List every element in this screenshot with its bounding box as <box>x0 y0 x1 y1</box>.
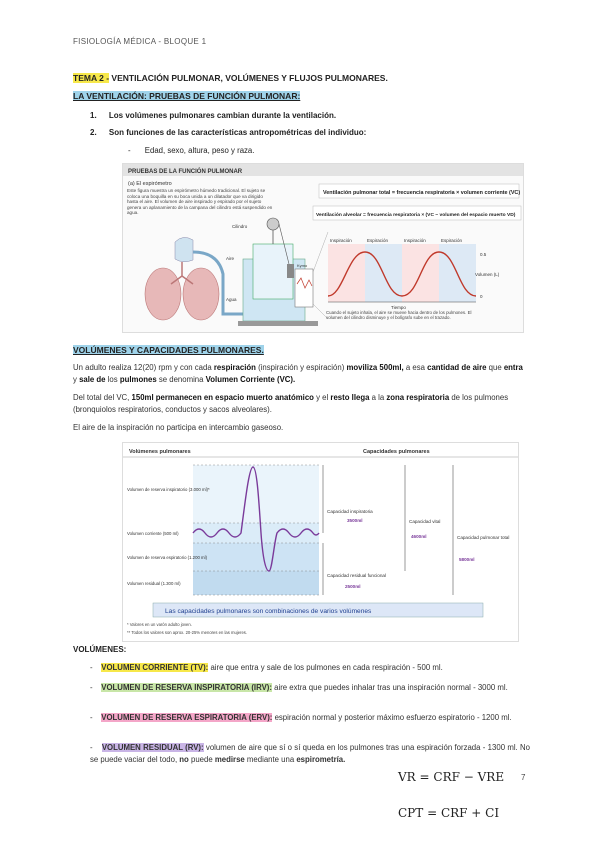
figure-caption-box <box>127 188 275 230</box>
zoom-line-top <box>313 232 328 272</box>
term-erv: VOLUMEN DE RESERVA ESPIRATORIA (ERV): <box>101 713 273 722</box>
spirometer-figure <box>122 163 524 333</box>
term-tv: VOLUMEN CORRIENTE (TV): <box>101 663 209 672</box>
list-item: - VOLUMEN DE RESERVA ESPIRATORIA (ERV): espiración normal y posterior máximo esfuerzo espiratorio - 1200 ml. <box>90 713 512 722</box>
section-volumenes-text: VOLÚMENES Y CAPACIDADES PULMONARES. <box>73 345 264 355</box>
list-item: - VOLUMEN DE RESERVA INSPIRATORIA (IRV): aire extra que puedes inhalar tras una inspiración normal - 3000 ml. <box>90 683 508 692</box>
cap-insp-val: 3500ml <box>347 518 363 523</box>
list-text: Son funciones de las características antropométricas del individuo: <box>108 128 367 137</box>
page-number: 7 <box>521 773 526 782</box>
yaxis-label: Volumen (L) <box>475 272 500 277</box>
phase-label: Inspiración <box>330 238 352 243</box>
volumenes-title: VOLÚMENES: <box>73 645 127 654</box>
page-title <box>73 73 388 83</box>
band-tv <box>193 523 319 543</box>
vol-label: Volumen corriente (500 ml) <box>127 531 179 536</box>
section-volumenes <box>73 345 264 355</box>
trachea <box>171 262 193 284</box>
phase-label: Inspiración <box>404 238 426 243</box>
title-prefix: TEMA 2 - <box>73 73 110 83</box>
band-rv <box>193 571 319 595</box>
figure-caption: Este figura muestra un espirómetro húmedo tradicional. El sujeto se coloca una boquilla en su boca unida a un dilatador que va dirigido hasta el aire. El volumen de aire inspirado y espirado por el sujeto genera un aplanamiento de la campana del cilindro está suspendido en agua. <box>127 188 273 216</box>
footnote: ** Todos los valores son aprox. 20-25% menores en las mujeres. <box>127 630 248 635</box>
formula-cpt: CPT = CRF + CI <box>398 806 500 820</box>
cap-res-val: 2500ml <box>345 584 361 589</box>
band-erv <box>193 543 319 571</box>
cap-vital-val: 4600ml <box>411 534 427 539</box>
banner-text: Las capacidades pulmonares son combinaciones de varios volúmenes <box>165 608 372 615</box>
lung-volumes-svg <box>123 443 518 641</box>
list-number: 1. <box>90 111 97 120</box>
ytick-label: 0 <box>480 294 483 299</box>
phase-label: Espiración <box>441 238 463 243</box>
sub-bullet <box>128 146 254 155</box>
section-ventilacion-text: LA VENTILACIÓN: PRUEBAS DE FUNCIÓN PULMONAR: <box>73 91 301 101</box>
figure-note-box <box>326 310 476 332</box>
label-kymo: Kymo <box>297 263 308 268</box>
list-item: - VOLUMEN RESIDUAL (RV): volumen de aire que sí o sí queda en los pulmones tras una espiración forzada - 1300 ml. No se puede vaciar del todo, no puede medirse mediante una espirometría. <box>90 743 530 764</box>
term-rv: VOLUMEN RESIDUAL (RV): <box>101 743 204 752</box>
list-number: 2. <box>90 128 97 137</box>
head-outline <box>175 237 193 261</box>
page-header: FISIOLOGÍA MÉDICA - BLOQUE 1 <box>73 37 207 46</box>
paragraph-1: Un adulto realiza 12(20) rpm y con cada respiración (inspiración y espiración) moviliza 500ml, a esa cantidad de aire que entra y sale de los pulmones se denomina Volumen Corriente (VC). <box>73 363 523 384</box>
formula-ventilacion-total: Ventilación pulmonar total = frecuencia respiratoria × volumen corriente (VC) <box>323 190 521 196</box>
cap-total: Capacidad pulmonar total <box>457 535 510 540</box>
list-item <box>90 111 336 120</box>
vol-label: Volumen residual (1.300 ml) <box>127 581 181 586</box>
left-title: Volúmenes pulmonares <box>129 449 191 455</box>
footnote: * Valores en un varón adulto joven. <box>127 622 192 627</box>
paragraph-2: Del total del VC, 150ml permanecen en espacio muerto anatómico y el resto llega a la zona respiratoria de los pulmones (bronquiolos respiratorios, conductos y sacos alveolares). <box>73 393 509 414</box>
section-ventilacion <box>73 91 300 101</box>
spirometer-svg <box>123 164 523 332</box>
formula-vr: VR = CRF − VRE <box>398 770 505 784</box>
vol-label: Volumen de reserva espiratorio (1.200 ml) <box>127 555 208 560</box>
left-lung <box>145 268 181 320</box>
cap-total-val: 5800ml <box>459 557 475 562</box>
figure-header: PRUEBAS DE LA FUNCIÓN PULMONAR <box>128 169 243 175</box>
phase-label: Espiración <box>367 238 389 243</box>
xaxis-label: Tiempo <box>391 305 406 310</box>
kymograph-drum <box>295 269 313 307</box>
ytick-label: 0.5 <box>480 252 487 257</box>
right-title: Capacidades pulmonares <box>363 449 430 455</box>
label-aire: Aire <box>226 256 235 261</box>
base-plate <box>238 321 318 326</box>
label-cilindro: Cilindro <box>232 224 248 229</box>
paragraph-3: El aire de la inspiración no participa en intercambio gaseoso. <box>73 423 284 432</box>
figure-note: Cuando el sujeto inhala, el aire se mueve hacia dentro de los pulmones. El volumen del cilindro disminuye y el bolígrafo sube en el trazado. <box>326 310 472 321</box>
cap-inspiratoria: Capacidad inspiratoria <box>327 509 373 514</box>
counterweight <box>287 264 294 278</box>
bullet-marker: - <box>128 146 131 155</box>
cap-vital: Capacidad vital <box>409 519 441 524</box>
cap-residual: Capacidad residual funcional <box>327 573 386 578</box>
list-item <box>90 128 366 137</box>
vol-label: Volumen de reserva inspiratorio (3.000 ml)* <box>127 487 210 492</box>
lung-volumes-figure <box>122 442 519 642</box>
term-irv: VOLUMEN DE RESERVA INSPIRATORIA (IRV): <box>101 683 272 692</box>
figure-label: (a) El espirómetro <box>128 181 172 187</box>
right-lung <box>183 268 219 320</box>
title-text: VENTILACIÓN PULMONAR, VOLÚMENES Y FLUJOS PULMONARES. <box>109 73 388 83</box>
list-item: - VOLUMEN CORRIENTE (TV): aire que entra y sale de los pulmones en cada respiración - 500 ml. <box>90 663 443 672</box>
label-agua: Agua <box>226 297 237 302</box>
bullet-text: Edad, sexo, altura, peso y raza. <box>144 146 255 155</box>
formula-ventilacion-alveolar: Ventilación alveolar = frecuencia respiratoria × (VC − volumen del espacio muerto VD) <box>316 213 516 218</box>
pulley <box>267 218 279 230</box>
list-text: Los volúmenes pulmonares cambian durante la ventilación. <box>108 111 337 120</box>
